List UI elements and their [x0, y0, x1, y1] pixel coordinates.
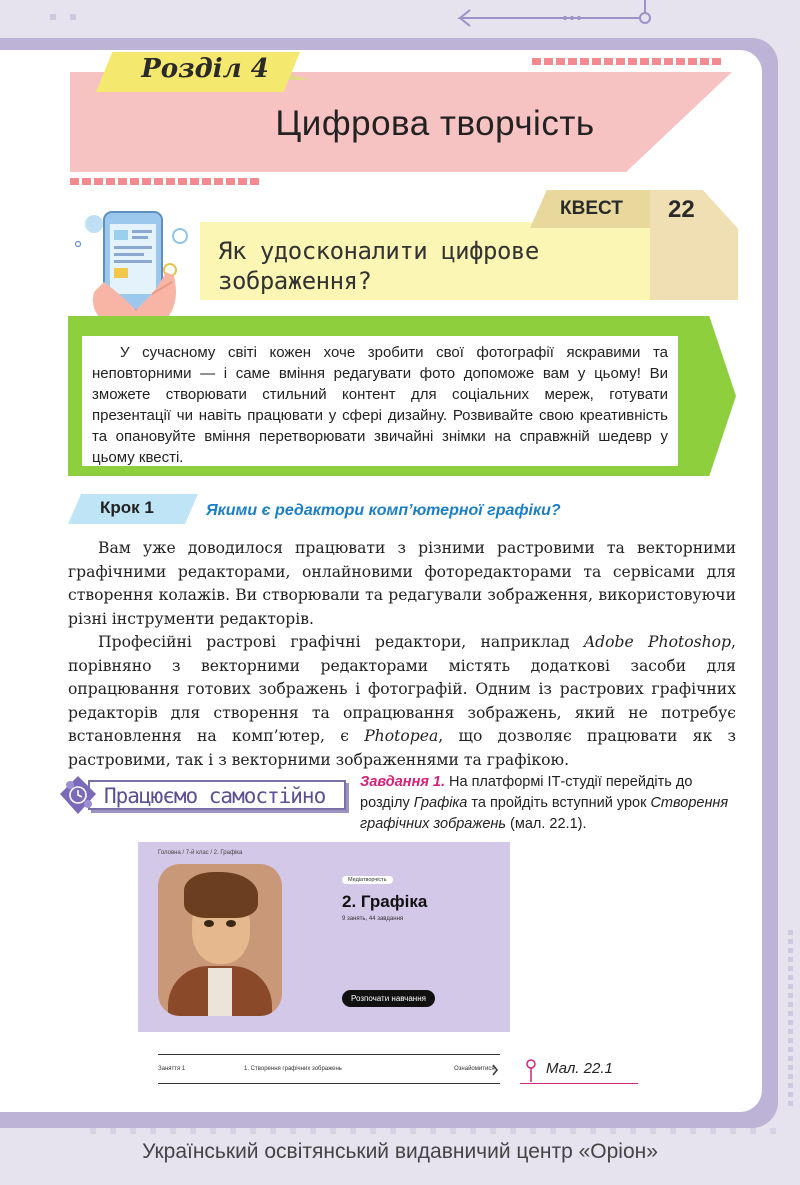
side-decoration: [788, 930, 793, 1106]
intro-text: [82, 336, 678, 466]
body-p2-part-a: Професійні растрові графічні редактори, наприклад: [98, 633, 584, 651]
step-question: Якими є редактори комп’ютерної графіки?: [206, 502, 561, 519]
quest-title: Як удосконалити цифрове зображення?: [218, 237, 539, 295]
platform-screenshot: [138, 842, 510, 1032]
figure-caption-text: Мал. 22.1: [546, 1060, 613, 1077]
pink-dots-bottom: [70, 178, 259, 185]
avatar-portrait: [158, 864, 282, 1016]
figure-caption: [520, 1058, 638, 1084]
selfwork-label: Працюємо самостійно: [104, 784, 326, 808]
selfwork-badge: [56, 772, 346, 818]
portrait-eye-right: [226, 920, 236, 927]
pink-dots-top: [532, 58, 721, 65]
start-learning-button[interactable]: Розпочати навчання: [342, 990, 435, 1007]
task-part-c: (мал. 22.1).: [506, 816, 587, 832]
lesson-title: 1. Створення графічних зображень: [244, 1066, 342, 1072]
screenshot-breadcrumb: Головна / 7-й клас / 2. Графіка: [158, 850, 243, 856]
lesson-number: Заняття 1: [158, 1066, 186, 1072]
clock-puzzle-icon: [56, 774, 100, 816]
lesson-row[interactable]: [158, 1054, 500, 1084]
intro-paragraph: У сучасному світі кожен хоче зробити свої фотографії яскравими та неповторними — і саме вміння редагувати фото допоможе вам у цьому! Ви зможете створювати стильний контент для соціальних мереж, готувати презентації чи навіть працювати у сфері дизайну. Розвивайте свою креативність та опановуйте вміння перетворювати звичайні знімки на справжній шедевр у цьому квесті.: [92, 344, 668, 466]
phone-hand-illustration: [74, 198, 204, 332]
top-decoration: [0, 0, 800, 40]
screenshot-course-title: 2. Графіка: [342, 892, 428, 911]
task-part-a: На платформі ІТ-студії перейдіть до розділу: [360, 774, 693, 811]
task-text: [360, 772, 738, 835]
body-p2-part-b: , порівняно з векторними редакторами містять додаткові засоби для опрацювання готових зображень і фотографій. Одним із растрових графічних редакторів для створення та опрацювання зображень, який не потребує встановлення на комп’ютер, є: [68, 633, 736, 745]
lesson-name-term: Створення графічних зображень: [360, 795, 729, 832]
graphics-section-term: Графіка: [413, 795, 468, 811]
quest-number: 22: [668, 196, 695, 223]
photopea-term: Photopea: [364, 727, 439, 745]
publisher-footer: Український освітянський видавничий центр «Оріон»: [142, 1140, 658, 1163]
lesson-action-link[interactable]: Ознайомитися: [454, 1066, 495, 1072]
chapter-title: Цифрова творчість: [275, 104, 595, 143]
screenshot-course-subtitle: 9 занять, 44 завдання: [342, 916, 404, 922]
portrait-shirt: [208, 968, 232, 1016]
chevron-right-icon: [491, 1064, 499, 1076]
body-paragraph-2: [68, 631, 736, 772]
step-label: Крок 1: [100, 498, 154, 517]
portrait-eye-left: [204, 920, 214, 927]
task-part-b: та пройдіть вступний урок: [467, 795, 651, 811]
task-label: Завдання 1.: [360, 774, 445, 790]
adobe-photoshop-term: Adobe Photoshop: [583, 633, 732, 651]
quest-label: КВЕСТ: [560, 198, 623, 219]
body-p2-part-c: , що дозволяє працювати як з растровими, так і з векторними зображеннями та графікою.: [68, 727, 736, 769]
caption-pin-icon: [524, 1058, 538, 1082]
chapter-label: Розділ 4: [141, 54, 269, 84]
body-text: [68, 537, 736, 772]
portrait-hair: [184, 872, 258, 918]
body-paragraph-1: Вам уже доводилося працювати з різними растровими та векторними графічними редакторами, онлайновими фоторедакторами та сервісами для створення колажів. Ви створювали та редагували зображення, використовуючи різні інструменти редакторів.: [68, 539, 736, 628]
screenshot-category-pill: Медіатворчість: [342, 876, 393, 884]
